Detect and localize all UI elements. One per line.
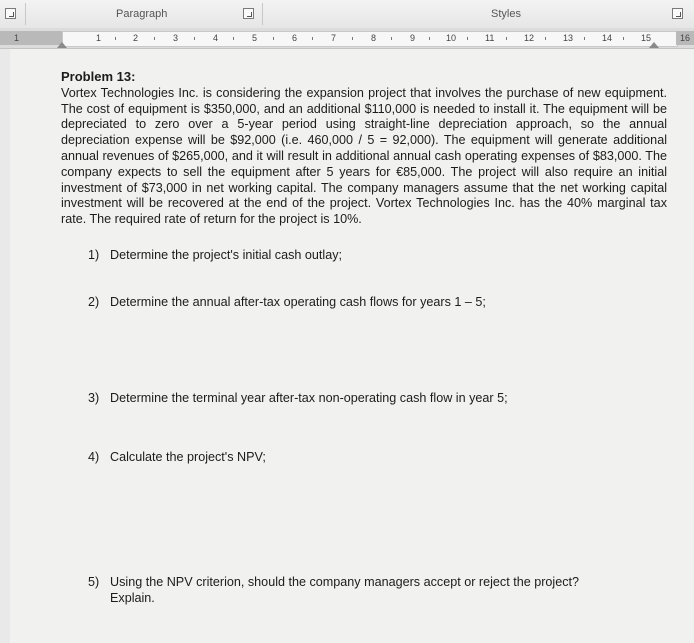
ruler-number: 1: [96, 33, 102, 43]
paragraph-group-label: Paragraph: [116, 8, 168, 20]
document-page[interactable]: [10, 49, 694, 643]
ruler-tick: [467, 37, 468, 40]
ruler-number: 16: [680, 33, 691, 43]
ruler-tick: [233, 37, 234, 40]
question-text-continued: Explain.: [110, 591, 155, 605]
question-number: 5): [88, 575, 100, 589]
question-number: 1): [88, 248, 100, 262]
ruler-number: 13: [563, 33, 574, 43]
ribbon-group-strip: [0, 0, 694, 29]
ruler-number: 2: [133, 33, 139, 43]
question-4: [88, 449, 266, 465]
ruler-tick: [545, 37, 546, 40]
problem-content: [61, 69, 667, 228]
question-text: Using the NPV criterion, should the company managers accept or reject the project?: [110, 575, 580, 589]
ruler-number: 11: [485, 33, 495, 43]
problem-title: Problem 13:: [61, 69, 136, 84]
question-text: Determine the project's initial cash outlay;: [110, 248, 343, 262]
question-number: 4): [88, 450, 100, 464]
problem-body: Vortex Technologies Inc. is considering the expansion project that involves the purchase of new equipment. The cost of equipment is $350,000, and an additional $110,000 is needed to install it. The equipment will be depreciated to zero over a 5-year period using straight-line depreciation approach, so the annual depreciation expense will be $92,000 (i.e. 460,000 / 5 = 92,000). The equipment will generate additional annual revenues of $265,000, and it will result in additional annual cash operating expenses of $83,000. The company expects to sell the equipment after 5 years for €85,000. The project will also require an initial investment of $73,000 in net working capital. The company managers assume that the net working capital investment will be recovered at the end of the project. Vortex Technologies Inc. has the 40% marginal tax rate. The required rate of return for the project is 10%.: [61, 85, 667, 227]
ruler-number: 14: [602, 33, 613, 43]
ruler-tick: [352, 37, 353, 40]
ruler-number: 6: [292, 33, 298, 43]
font-dialog-launcher-icon[interactable]: [5, 8, 16, 19]
question-2: [88, 294, 486, 310]
question-1: [88, 247, 342, 263]
ruler-number: 10: [446, 33, 457, 43]
ruler-number: 8: [371, 33, 377, 43]
question-text: Calculate the project's NPV;: [110, 450, 266, 464]
question-text: Determine the terminal year after-tax non-operating cash flow in year 5;: [110, 391, 508, 405]
paragraph-dialog-launcher-icon[interactable]: [243, 8, 254, 19]
ribbon-separator: [262, 3, 263, 25]
ruler-number: 4: [213, 33, 219, 43]
ruler-number: 1: [14, 33, 20, 43]
ruler-tick: [391, 37, 392, 40]
ruler-tick: [506, 37, 507, 40]
ruler-tick: [154, 37, 155, 40]
ruler-number: 3: [173, 33, 179, 43]
ruler-tick: [312, 37, 313, 40]
ruler-tick: [273, 37, 274, 40]
ruler-tick: [623, 37, 624, 40]
ruler-tick: [194, 37, 195, 40]
right-indent-marker[interactable]: [649, 42, 659, 48]
question-5: [88, 574, 579, 606]
question-number: 2): [88, 295, 100, 309]
ruler-tick: [115, 37, 116, 40]
question-3: [88, 390, 508, 406]
ribbon-separator: [25, 3, 26, 25]
question-text: Determine the annual after-tax operating cash flows for years 1 – 5;: [110, 295, 486, 309]
ruler-number: 9: [410, 33, 416, 43]
left-indent-marker[interactable]: [57, 42, 67, 48]
styles-group-label: Styles: [491, 8, 521, 20]
ruler-tick: [429, 37, 430, 40]
ruler-tick: [584, 37, 585, 40]
horizontal-ruler[interactable]: [0, 28, 694, 49]
ruler-number: 7: [331, 33, 337, 43]
ruler-number: 5: [252, 33, 258, 43]
ruler-left-margin: [0, 31, 62, 45]
question-number: 3): [88, 391, 100, 405]
ruler-number: 12: [524, 33, 535, 43]
styles-dialog-launcher-icon[interactable]: [672, 8, 683, 19]
ruler-number: 15: [641, 33, 652, 43]
